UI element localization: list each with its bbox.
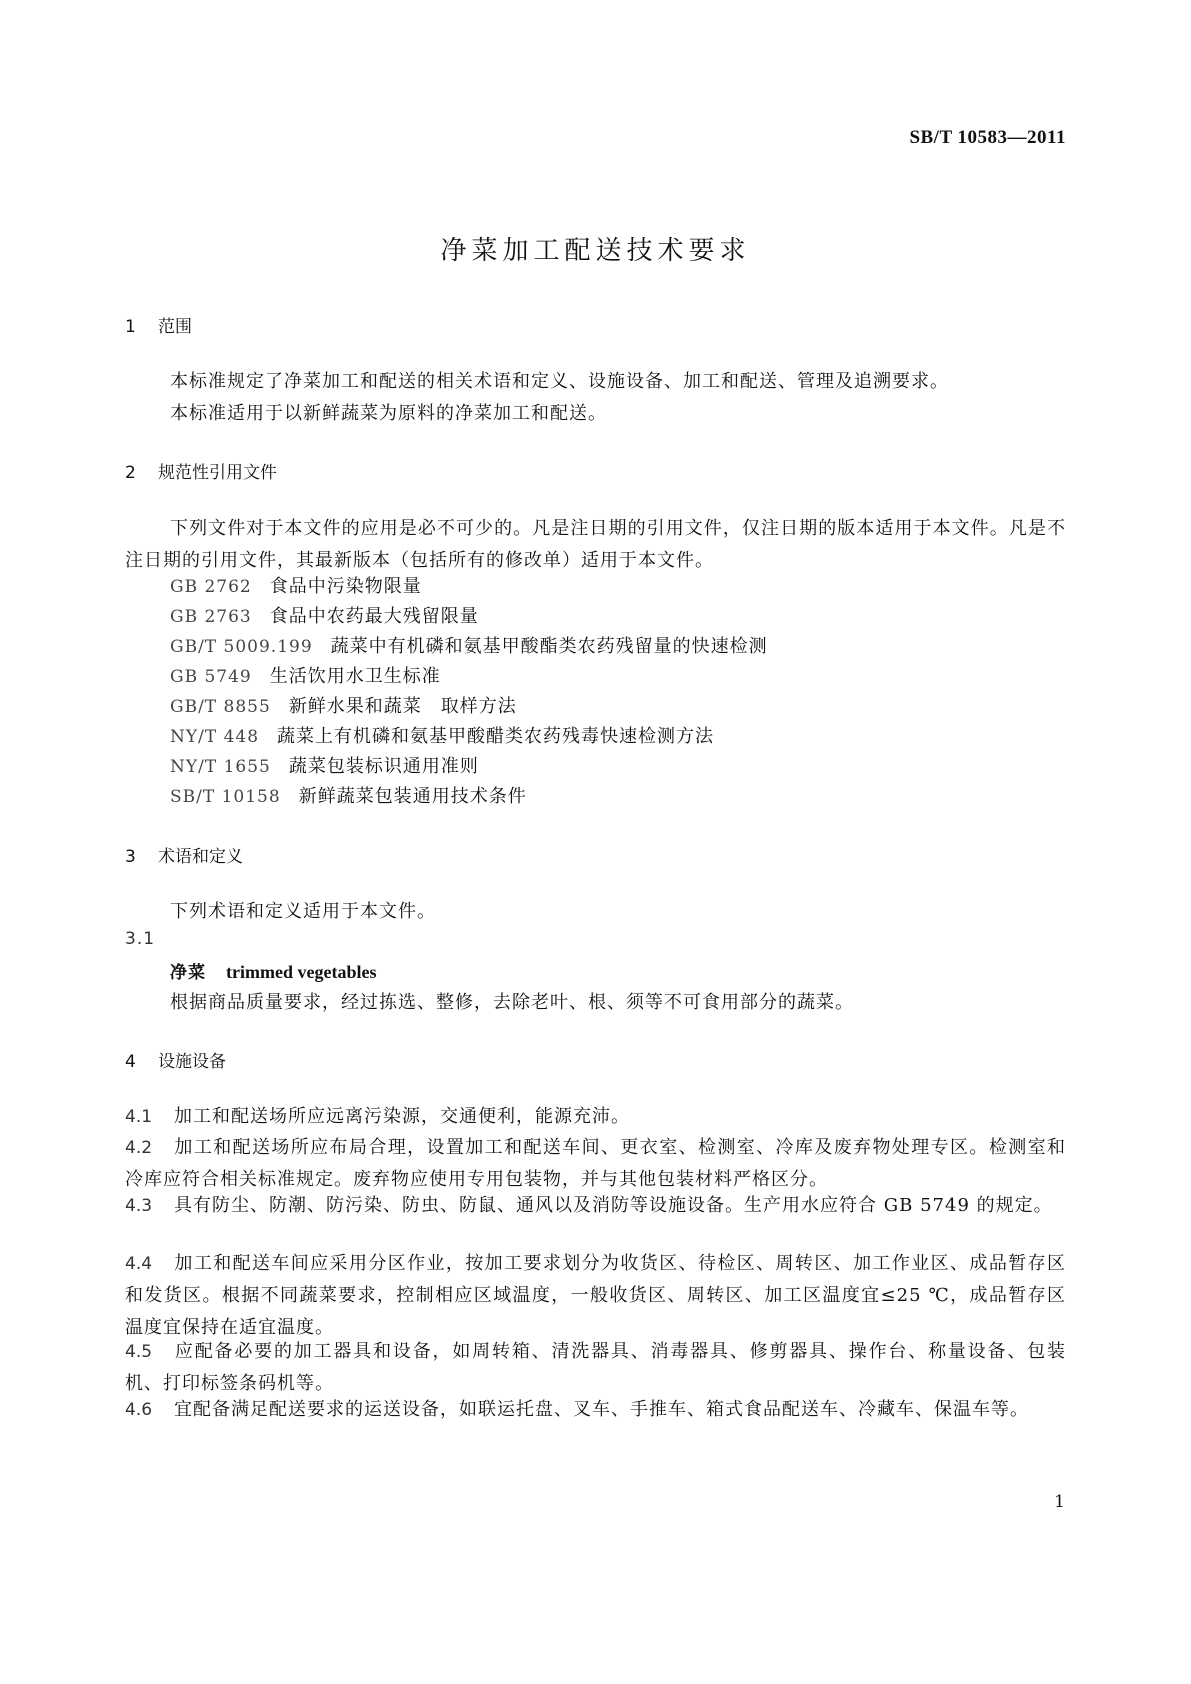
reference-code: NY/T 1655 bbox=[170, 757, 271, 777]
reference-code: NY/T 448 bbox=[170, 727, 260, 747]
clause bbox=[125, 1394, 1066, 1426]
paragraph: 本标准规定了净菜加工和配送的相关术语和定义、设施设备、加工和配送、管理及追溯要求。 bbox=[170, 371, 949, 392]
reference-item bbox=[170, 782, 527, 808]
reference-code: SB/T 10158 bbox=[170, 787, 281, 807]
clause bbox=[125, 1190, 1066, 1222]
clause-text: 应配备必要的加工器具和设备，如周转箱、清洗器具、消毒器具、修剪器具、操作台、称量设备、包装机、打印标签条码机等。 bbox=[125, 1341, 1066, 1394]
reference-code: GB/T 8855 bbox=[170, 697, 271, 717]
clause bbox=[125, 1101, 1066, 1133]
section-title: 设施设备 bbox=[158, 1052, 226, 1072]
page-number: 1 bbox=[1054, 1492, 1065, 1512]
reference-item bbox=[170, 692, 517, 718]
paragraph: 下列术语和定义适用于本文件。 bbox=[170, 901, 436, 922]
reference-code: GB/T 5009.199 bbox=[170, 637, 313, 657]
reference-code: GB 5749 bbox=[170, 667, 252, 687]
document-title: 净菜加工配送技术要求 bbox=[440, 236, 751, 266]
clause bbox=[125, 1248, 1066, 1344]
reference-title: 生活饮用水卫生标准 bbox=[269, 666, 441, 687]
reference-title: 食品中污染物限量 bbox=[269, 576, 422, 597]
reference-item bbox=[170, 572, 422, 598]
term-entry bbox=[170, 958, 376, 983]
clause bbox=[125, 1132, 1066, 1196]
section-1-heading bbox=[125, 312, 192, 337]
paragraph: 下列文件对于本文件的应用是必不可少的。凡是注日期的引用文件，仅注日期的版本适用于本文件。凡是不注日期的引用文件，其最新版本（包括所有的修改单）适用于本文件。 bbox=[125, 518, 1066, 571]
term-english: trimmed vegetables bbox=[226, 962, 377, 982]
clause-text: 加工和配送场所应布局合理，设置加工和配送车间、更衣室、检测室、冷库及废弃物处理专区。检测室和冷库应符合相关标准规定。废弃物应使用专用包装物，并与其他包装材料严格区分。 bbox=[125, 1137, 1066, 1190]
reference-title: 蔬菜包装标识通用准则 bbox=[288, 756, 479, 777]
reference-item bbox=[170, 752, 479, 778]
reference-item bbox=[170, 722, 714, 748]
paragraph: 本标准适用于以新鲜蔬菜为原料的净菜加工和配送。 bbox=[170, 403, 607, 424]
term-definition: 根据商品质量要求，经过拣选、整修，去除老叶、根、须等不可食用部分的蔬菜。 bbox=[170, 992, 854, 1013]
reference-item bbox=[170, 662, 441, 688]
clause-number: 4.5 bbox=[125, 1342, 153, 1362]
section-number: 1 bbox=[125, 317, 136, 337]
clause-number: 4.4 bbox=[125, 1254, 153, 1274]
section-title: 范围 bbox=[158, 317, 192, 337]
clause-text: 加工和配送车间应采用分区作业，按加工要求划分为收货区、待检区、周转区、加工作业区、成品暂存区和发货区。根据不同蔬菜要求，控制相应区域温度，一般收货区、周转区、加工区温度宜≤25 ℃，成品暂存区温度宜保持在适宜温度。 bbox=[125, 1253, 1066, 1338]
clause-number: 4.1 bbox=[125, 1107, 153, 1127]
clause-number: 4.6 bbox=[125, 1400, 153, 1420]
reference-code: GB 2762 bbox=[170, 577, 252, 597]
clause-number: 4.3 bbox=[125, 1196, 153, 1216]
section-2-heading bbox=[125, 458, 277, 483]
section-title: 规范性引用文件 bbox=[158, 463, 277, 483]
standard-code: SB/T 10583—2011 bbox=[909, 127, 1066, 148]
reference-title: 食品中农药最大残留限量 bbox=[269, 606, 479, 627]
reference-item bbox=[170, 602, 479, 628]
reference-title: 蔬菜上有机磷和氨基甲酸醋类农药残毒快速检测方法 bbox=[277, 726, 715, 747]
section-number: 4 bbox=[125, 1052, 136, 1072]
reference-title: 新鲜蔬菜包装通用技术条件 bbox=[298, 786, 527, 807]
section-number: 2 bbox=[125, 463, 136, 483]
section-3-heading bbox=[125, 842, 243, 867]
clause-text: 具有防尘、防潮、防污染、防虫、防鼠、通风以及消防等设施设备。生产用水应符合 GB 5749 的规定。 bbox=[174, 1195, 1053, 1216]
term-chinese: 净菜 bbox=[170, 963, 206, 983]
clause-text: 加工和配送场所应远离污染源，交通便利，能源充沛。 bbox=[174, 1106, 631, 1127]
reference-title: 蔬菜中有机磷和氨基甲酸酯类农药残留量的快速检测 bbox=[330, 636, 768, 657]
section-title: 术语和定义 bbox=[158, 847, 243, 867]
reference-code: GB 2763 bbox=[170, 607, 252, 627]
section-number: 3 bbox=[125, 847, 136, 867]
term-number: 3.1 bbox=[125, 929, 156, 949]
section-4-heading bbox=[125, 1047, 226, 1072]
reference-item bbox=[170, 632, 768, 658]
clause-number: 4.2 bbox=[125, 1138, 153, 1158]
reference-title: 新鲜水果和蔬菜 取样方法 bbox=[288, 696, 517, 717]
clause bbox=[125, 1336, 1066, 1400]
clause-text: 宜配备满足配送要求的运送设备，如联运托盘、叉车、手推车、箱式食品配送车、冷藏车、保温车等。 bbox=[174, 1399, 1030, 1420]
